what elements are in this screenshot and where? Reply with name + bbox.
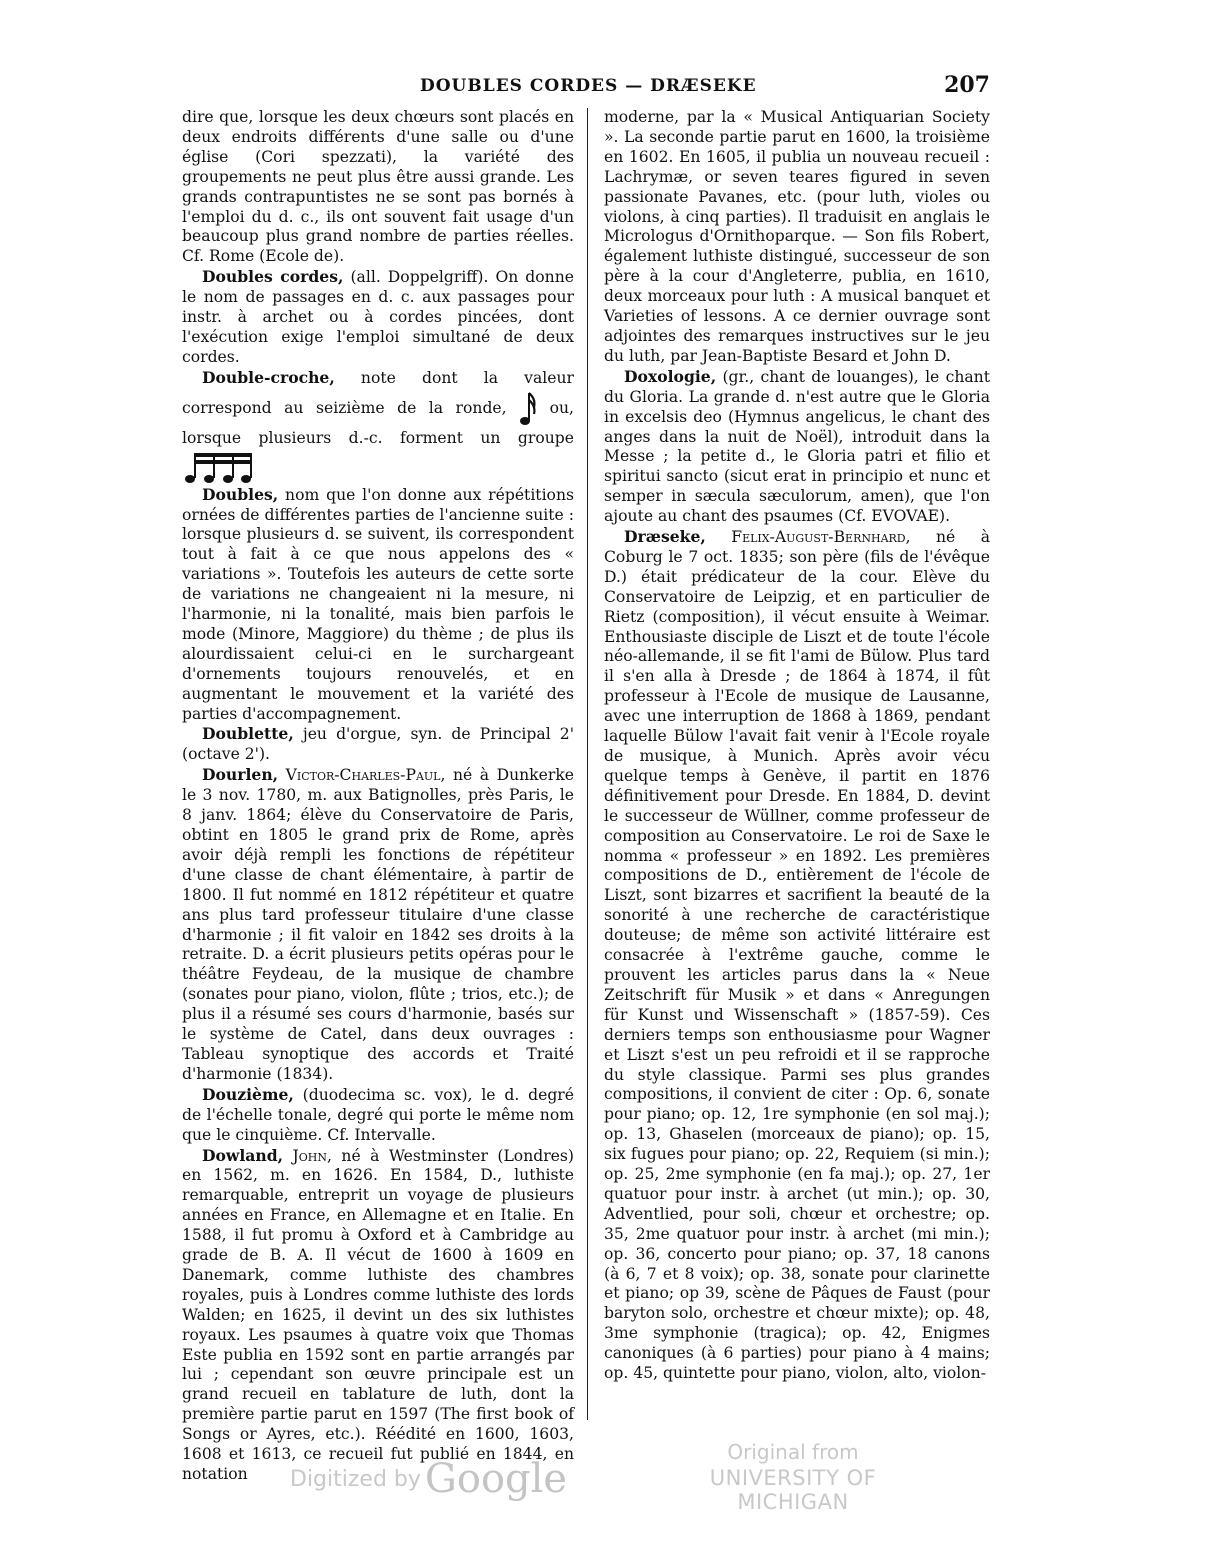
sixteenth-note-icon — [519, 389, 537, 429]
entry-headword: Dourlen, — [202, 765, 279, 785]
entry-dourlen: Dourlen, Victor-Charles-Paul, né à Dunkerke le 3 nov. 1780, m. aux Batignolles, près Paris, le 8 janv. 1864; élève du Conservatoire de Paris, obtint en 1805 le grand prix de Rome, après avoir déjà rempli les fonctions de répétiteur d'une classe de chant élémentaire, à partir de 1800. Il fut nommé en 1812 répétiteur et quatre ans plus tard professeur titulaire d'une classe d'harmonie ; il fit valoir en 1842 ses droits à la retraite. D. a écrit plusieurs petits opéras pour le théâtre Feydeau, de la musique de chambre (sonates pour piano, violon, flûte ; trios, etc.); de plus il a résumé ses cours d'harmonie, basés sur le système de Catel, dans deux ouvrages : Tableau synoptique des accords et Traité d'harmonie (1834). — [182, 765, 574, 1083]
entry-doubles-cordes: Doubles cordes, (all. Doppelgriff). On donne le nom de passages en d. c. aux passages pour instr. à archet ou à cordes pincées, dont l'exécution exige l'emploi simultané de deux cordes. — [182, 267, 574, 366]
sixteenth-note-group-icon — [182, 449, 254, 485]
entry-double-croche: Double-croche, note dont la valeur correspond au seizième de la ronde, ou, lorsque plusieurs d.-c. forment un groupe — [182, 368, 574, 485]
university-label: UNIVERSITY OF MICHIGAN — [709, 1466, 877, 1514]
right-column — [604, 108, 990, 1384]
original-from-label: Original from — [727, 1440, 859, 1464]
entry-headword: Double-croche, — [202, 367, 335, 387]
entry-doublette: Doublette, jeu d'orgue, syn. de Principal 2' (octave 2'). — [182, 724, 574, 764]
entry-headword: Doubles cordes, — [202, 267, 344, 287]
entry-doubles: Doubles, nom que l'on donne aux répétitions ornées de différentes parties de l'ancienne suite : lorsque plusieurs d. se suivent, ils correspondent tout à fait à ce que nous appelons des « variations ». Toutefois les auteurs de cette sorte de variations ne changeaient ni la mesure, ni l'harmonie, ni la tonalité, mais bien parfois le mode (Minore, Maggiore) du thème ; de plus ils alourdissaient celui-ci en le surchargeant d'ornements toujours renouvelés, et en augmentant le mouvement et la variété des parties d'accompagnement. — [182, 484, 574, 723]
entry-person-name: John, — [283, 1146, 332, 1165]
entry-continuation: dire que, lorsque les deux chœurs sont placés en deux endroits différents d'une salle ou d'une église (Cori spezzati), la variété des groupements ne peut plus être aussi grande. Les grands contrapuntistes ne se sont pas bornés à l'emploi du d. c., ils ont souvent fait usage d'un beaucoup plus grand nombre de parties réelles. Cf. Rome (Ecole de). — [182, 108, 574, 266]
entry-headword: Doubles, — [202, 484, 279, 504]
entry-headword: Dowland, — [202, 1145, 284, 1165]
column-divider — [587, 108, 588, 1420]
page-header — [180, 72, 990, 102]
entry-douzieme: Douzième, (duodecima sc. vox), le d. degré de l'échelle tonale, degré qui porte le même nom que le cinquième. Cf. Intervalle. — [182, 1084, 574, 1144]
entry-continuation: moderne, par la « Musical Antiquarian Society ». La seconde partie parut en 1600, la troisième en 1602. En 1605, il publia un nouveau recueil : Lachrymæ, or seven teares figured in seven passionate Pavanes, etc. (pour luth, violes ou violons, à cinq parties). Il traduisit en anglais le Micrologus d'Ornithoparque. — Son fils Robert, également luthiste distingué, successeur de son père à la cour d'Angleterre, publia, en 1610, deux morceaux pour luth : A musical banquet et Varieties of lessons. A ce dernier ouvrage sont adjointes des remarques instructives sur le jeu du luth, par Jean-Baptiste Besard et John D. — [604, 108, 990, 365]
digitized-by-watermark: Digitized by Google — [290, 1456, 568, 1502]
entry-headword: Douzième, — [202, 1084, 294, 1104]
entry-headword: Dræseke, — [624, 527, 706, 547]
entry-doxologie: Doxologie, (gr., chant de louanges), le chant du Gloria. La grande d. n'est autre que le Gloria in excelsis deo (Hymnus angelicus, le chant des anges dans la nuit de Noël), introduit dans la Messe ; la petite d., le Gloria patri et filio et spiritui sancto (sicut erat in principio et nunc et semper in sæcula sæculorum, amen), que l'on ajoute au chant des psaumes (Cf. EVOVAE). — [604, 366, 990, 526]
entry-headword: Doxologie, — [624, 366, 717, 386]
left-column — [182, 108, 574, 1485]
page-footer — [0, 1440, 1207, 1520]
page-number: 207 — [944, 72, 990, 98]
entry-dowland: Dowland, John, né à Westminster (Londres) en 1562, m. en 1626. En 1584, D., luthiste remarquable, entreprit un voyage de plusieurs années en France, en Allemagne et en Italie. En 1588, il fut promu à Oxford et à Cambridge au grade de B. A. Il vécut de 1600 à 1609 en Danemark, comme luthiste des chambres royales, puis à Londres comme luthiste des lords Walden; en 1625, il devint un des six luthistes royaux. Les psaumes à quatre voix que Thomas Este publia en 1592 sont en partie arrangés par lui ; cependant son œuvre principale est un grand recueil en tablature de luth, dont la première partie parut en 1597 (The first book of Songs or Ayres, etc.). Réédité en 1600, 1603, 1608 et 1613, ce recueil fut publié en 1844, en notation — [182, 1145, 574, 1483]
running-head: DOUBLES CORDES — DRÆSEKE — [420, 76, 757, 96]
entry-person-name: Felix-August-Bernhard, — [705, 528, 911, 547]
entry-draeseke: Dræseke, Felix-August-Bernhard, né à Coburg le 7 oct. 1835; son père (fils de l'évêque D.) était prédicateur de la cour. Elève du Conservatoire de Leipzig, et en particulier de Rietz (composition), il vécut ensuite à Weimar. Enthousiaste disciple de Liszt et de toute l'école néo-allemande, il se fit l'ami de Bülow. Plus tard il s'en alla à Dresde ; de 1864 à 1874, il fût professeur à l'Ecole de musique de Lausanne, avec une interruption de 1868 à 1869, pendant laquelle Bülow l'avait fait venir à l'Ecole royale de musique, à Munich. Après avoir vécu quelque temps à Genève, il partit en 1876 définitivement pour Dresde. En 1884, D. devint le successeur de Wüllner, comme professeur de composition au Conservatoire. Le roi de Saxe le nomma « professeur » en 1892. Les premières compositions de D., entièrement de l'école de Liszt, sont bizarres et sacrifient la beauté de la sonorité à une recherche de caractéristique douteuse; de même son activité littéraire est consacrée à l'extrême gauche, comme le prouvent les articles parus dans la « Neue Zeitschrift für Musik » et dans « Anregungen für Kunst und Wissenschaft » (1857-59). Ces derniers temps son enthousiasme pour Wagner et Liszt s'est un peu refroidi et il se rapproche du style classique. Parmi ses plus grandes compositions, il convient de citer : Op. 6, sonate pour piano; op. 12, 1re symphonie (en sol maj.); op. 13, Ghaselen (morceaux de piano); op. 15, six fugues pour piano; op. 22, Requiem (si min.); op. 25, 2me symphonie (en fa maj.); op. 27, 1er quatuor pour instr. à archet (ut min.); op. 30, Adventlied, pour soli, chœur et orchestre; op. 35, 2me quatuor pour instr. à archet (mi min.); op. 36, concerto pour piano; op. 37, 18 canons (à 6, 7 et 8 voix); op. 38, sonate pour clarinette et piano; op 39, scène de Pâques de Faust (pour baryton solo, orchestre et chœur mixte); op. 48, 3me symphonie (tragica); op. 42, Enigmes canoniques (à 6 parties) pour piano à 4 mains; op. 45, quintette pour piano, violon, alto, violon- — [604, 527, 991, 1383]
entry-person-name: Victor-Charles-Paul, — [278, 766, 446, 785]
original-source-watermark — [668, 1440, 918, 1514]
entry-headword: Doublette, — [202, 724, 294, 744]
google-logo: Google — [424, 1456, 568, 1502]
